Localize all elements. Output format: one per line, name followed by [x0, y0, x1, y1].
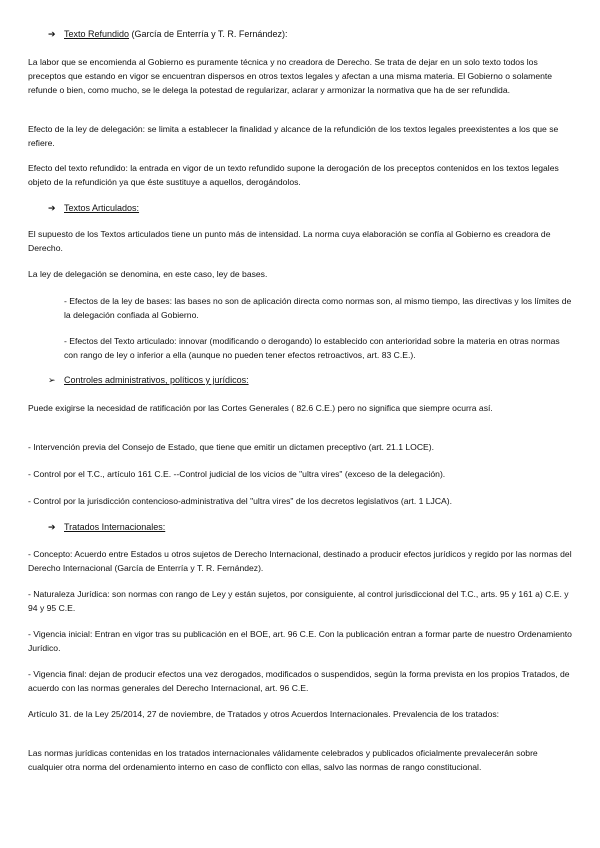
- list-item-control-tc: - Control por el T.C., artículo 161 C.E. --Control judicial de los vicios de "ultra vires" (exceso de la delegación).: [28, 469, 446, 479]
- arrow-icon: ➔: [48, 522, 56, 532]
- list-item-naturaleza-juridica: - Naturaleza Jurídica: son normas con rango de Ley y están sujetos, por consiguiente, al control jurisdiccional del T.C., arts. 95 y 161 a) C.E. y 94 y 95 C.E.: [28, 589, 569, 613]
- list-item-consejo-estado: - Intervención previa del Consejo de Estado, que tiene que emitir un dictamen preceptivo (art. 21.1 LOCE).: [28, 442, 435, 452]
- paragraph-ley-bases: La ley de delegación se denomina, en este caso, ley de bases.: [28, 269, 268, 279]
- paragraph-efecto-ley-delegacion: Efecto de la ley de delegación: se limita a establecer la finalidad y alcance de la refundición de los textos legales preexistentes a los que se refiere.: [28, 124, 559, 148]
- heading-title: Textos Articulados:: [64, 203, 140, 213]
- paragraph-prevalencia: Las normas jurídicas contenidas en los tratados internacionales válidamente celebrados y publicados oficialmente prevalecerán sobre cualquier otra norma del ordenamiento interno en caso de conflicto con ellas, salvo las normas de rango constitucional.: [28, 748, 538, 772]
- section-heading-texto-refundido: [48, 28, 287, 41]
- section-heading-tratados: [48, 521, 165, 534]
- arrowhead-icon: ➢: [48, 375, 56, 385]
- section-heading-controles: [48, 374, 249, 387]
- heading-title: Tratados Internacionales:: [64, 522, 166, 532]
- paragraph-supuesto: El supuesto de los Textos articulados tiene un punto más de intensidad. La norma cuya elaboración se confía al Gobierno es creadora de Derecho.: [28, 229, 551, 253]
- section-heading-textos-articulados: [48, 202, 139, 215]
- list-item-concepto: - Concepto: Acuerdo entre Estados u otros sujetos de Derecho Internacional, destinado a producir efectos jurídicos y regido por las normas del Derecho Internacional (García de Enterría y T. R. Fernández).: [28, 549, 572, 573]
- heading-title: Texto Refundido: [64, 29, 130, 39]
- heading-title: Controles administrativos, políticos y jurídicos:: [64, 375, 249, 385]
- arrow-icon: ➔: [48, 29, 56, 39]
- list-item-vigencia-inicial: - Vigencia inicial: Entran en vigor tras su publicación en el BOE, art. 96 C.E. Con la publicación entran a formar parte de nuestro Ordenamiento Jurídico.: [28, 629, 572, 653]
- paragraph-articulo-31: Artículo 31. de la Ley 25/2014, 27 de noviembre, de Tratados y otros Acuerdos Internacionales. Prevalencia de los tratados:: [28, 709, 500, 719]
- list-item-control-jurisdiccion: - Control por la jurisdicción contencioso-administrativa del "ultra vires" de los decretos legislativos (art. 1 LJCA).: [28, 496, 453, 506]
- paragraph-ratificacion: Puede exigirse la necesidad de ratificación por las Cortes Generales ( 82.6 C.E.) pero no significa que siempre ocurra así.: [28, 403, 493, 413]
- list-item-vigencia-final: - Vigencia final: dejan de producir efectos una vez derogados, modificados o suspendidos, según la forma prevista en los propios Tratados, de acuerdo con las normas generales del Derecho Internacional, art. 96 C.E.: [28, 669, 570, 693]
- arrow-icon: ➔: [48, 203, 56, 213]
- paragraph-efecto-texto-refundido: Efecto del texto refundido: la entrada en vigor de un texto refundido supone la derogación de los preceptos contenidos en los textos legales objeto de la refundición ya que éste sustituye a aquellos, derogándolos.: [28, 163, 559, 187]
- heading-citation: (García de Enterría y T. R. Fernández):: [129, 29, 288, 39]
- paragraph-labor: La labor que se encomienda al Gobierno es puramente técnica y no creadora de Derecho. Se trata de dejar en un solo texto todos los preceptos que estando en vigor se encuentran dispersos en otros textos legales y afectan a una misma materia. El Gobierno o solamente refunde o bien, como mucho, se le delega la potestad de regularizar, aclarar y armonizar la normativa que ha de ser refundida.: [28, 57, 553, 95]
- list-item-efectos-texto-articulado: - Efectos del Texto articulado: innovar (modificando o derogando) lo establecido con anterioridad sobre la materia en otras normas con rango de ley o inferior a ella (aunque no pueden tener efectos retroactivos, art. 83 C.E.).: [64, 336, 560, 360]
- list-item-efectos-ley-bases: - Efectos de la ley de bases: las bases no son de aplicación directa como normas son, al mismo tiempo, las directivas y los límites de la delegación confiada al Gobierno.: [64, 296, 572, 320]
